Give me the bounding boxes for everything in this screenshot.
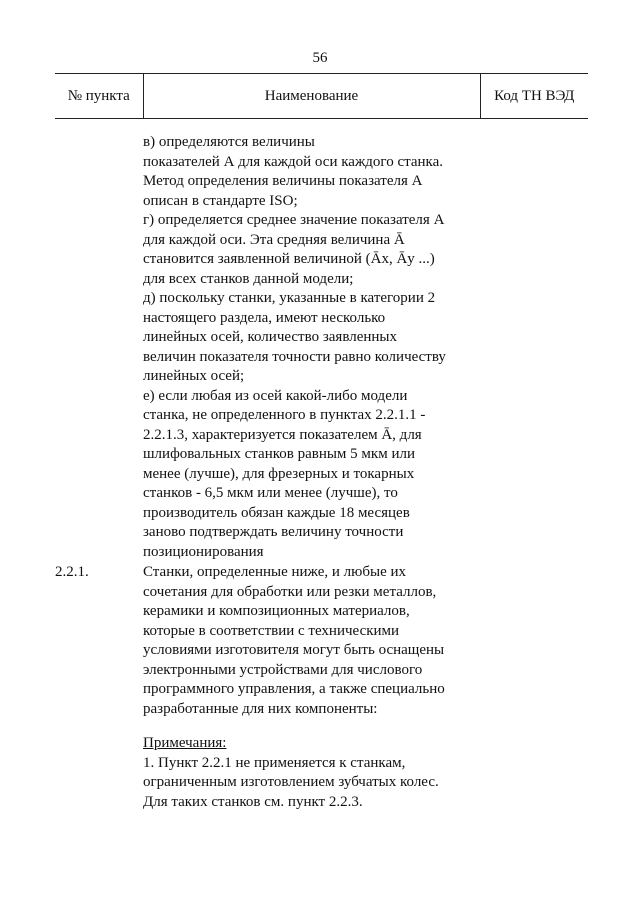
text-line: сочетания для обработки или резки металлов, <box>143 583 437 600</box>
text-line: Станки, определенные ниже, и любые их <box>143 564 406 580</box>
note-line: Для таких станков см. пункт 2.2.3. <box>143 793 363 810</box>
column-header-code: Код ТН ВЭД <box>480 74 588 119</box>
text-line: станка, не определенного в пунктах 2.2.1.1 - <box>143 407 426 423</box>
text-line: программного управления, а также специально <box>143 681 445 697</box>
text-line: линейных осей; <box>143 368 245 384</box>
text-line: шлифовальных станков равным 5 мкм или <box>143 446 415 462</box>
text-line: керамики и композиционных материалов, <box>143 603 410 619</box>
text-line: д) поскольку станки, указанные в категории 2 <box>143 290 436 306</box>
item-2-2-1-text <box>143 563 488 719</box>
text-line: линейных осей, количество заявленных <box>143 329 397 345</box>
text-line: разработанные для них компоненты: <box>143 700 378 717</box>
text-line: производитель обязан каждые 18 месяцев <box>143 504 410 521</box>
text-line: заново подтверждать величину точности <box>143 524 404 540</box>
note-line: ограниченным изготовлением зубчатых колес. <box>143 774 439 790</box>
text-line: е) если любая из осей какой-либо модели <box>143 387 408 404</box>
text-line: менее (лучше), для фрезерных и токарных <box>143 465 415 482</box>
text-line: величин показателя точности равно количеству <box>143 348 446 365</box>
text-line: настоящего раздела, имеют несколько <box>143 309 386 326</box>
notes-title: Примечания: <box>143 735 227 751</box>
text-line: становится заявленной величиной (Āх, Āу ...) <box>143 251 435 267</box>
text-line: для каждой оси. Эта средняя величина Ā <box>143 231 405 248</box>
column-header-number: № пункта <box>55 74 143 119</box>
continuation-text-block <box>143 133 488 562</box>
text-line: которые в соответствии с техническими <box>143 622 400 639</box>
text-line: показателей А для каждой оси каждого станка. <box>143 153 444 170</box>
notes-block <box>143 734 488 812</box>
text-line: г) определяется среднее значение показателя А <box>143 212 445 228</box>
text-line: для всех станков данной модели; <box>143 270 354 287</box>
column-header-name: Наименование <box>143 74 480 119</box>
text-line: электронными устройствами для числового <box>143 661 423 678</box>
text-line: в) определяются величины <box>143 134 315 150</box>
text-line: позиционирования <box>143 543 264 560</box>
item-number-2-2-1: 2.2.1. <box>55 564 89 580</box>
text-line: описан в стандарте ISO; <box>143 192 298 209</box>
page-number: 56 <box>312 50 328 66</box>
text-line: Метод определения величины показателя А <box>143 173 423 189</box>
text-line: условиями изготовителя могут быть оснащены <box>143 642 445 658</box>
text-line: 2.2.1.3, характеризуется показателем Ā, для <box>143 426 422 443</box>
text-line: станков - 6,5 мкм или менее (лучше), то <box>143 485 398 501</box>
table-header <box>55 73 588 119</box>
note-line: 1. Пункт 2.2.1 не применяется к станкам, <box>143 754 406 771</box>
